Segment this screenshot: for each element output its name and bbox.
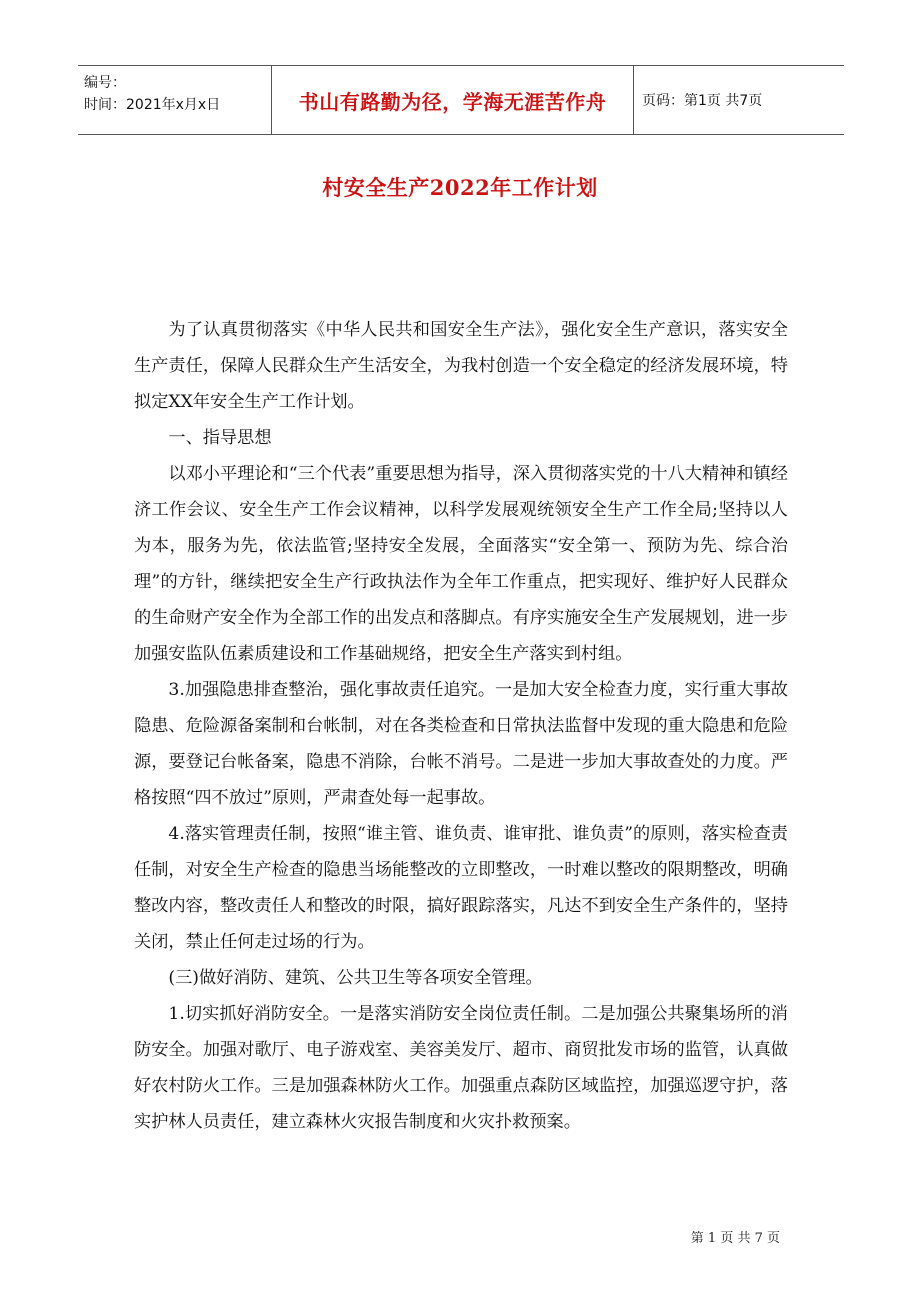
paragraph-section-heading: 一、指导思想 [168, 428, 272, 448]
paragraph-fire-safety: 1.切实抓好消防安全。一是落实消防安全岗位责任制。二是加强公共聚集场所的消防安全。加强对歌厅、电子游戏室、美容美发厅、超市、商贸批发市场的监管，认真做好农村防火工作。三是加强森林防火工作。加强重点森防区域监控，加强巡逻守护，落实护林人员责任，建立森林火灾报告制度和火灾扑救预案。 [134, 1004, 788, 1132]
header-time-label: 时间：2021年x月x日 [84, 97, 221, 113]
paragraph-item-4: 4.落实管理责任制，按照“谁主管、谁负责、谁审批、谁负责”的原则，落实检查责任制，对安全生产检查的隐患当场能整改的立即整改，一时难以整改的限期整改，明确整改内容，整改责任人和整改的时限，搞好跟踪落实，凡达不到安全生产条件的，坚持关闭，禁止任何走过场的行为。 [134, 824, 788, 952]
document-header [78, 65, 844, 135]
header-number-label: 编号： [84, 75, 126, 91]
document-body [134, 312, 788, 1140]
header-motto-text: 书山有路勤为径，学海无涯苦作舟 [298, 89, 607, 114]
document-title: 村安全生产2022年工作计划 [322, 175, 598, 200]
paragraph-guiding-thought: 以邓小平理论和“三个代表”重要思想为指导，深入贯彻落实党的十八大精神和镇经济工作会议、安全生产工作会议精神，以科学发展观统领安全生产工作全局;坚持以人为本，服务为先，依法监管;坚持安全发展，全面落实“安全第一、预防为先、综合治理”的方针，继续把安全生产行政执法作为全年工作重点，把实现好、维护好人民群众的生命财产安全作为全部工作的出发点和落脚点。有序实施安全生产发展规划，进一步加强安监队伍素质建设和工作基础规络，把安全生产落实到村组。 [134, 464, 788, 664]
header-page-info [634, 66, 844, 134]
paragraph-subsection-3: (三)做好消防、建筑、公共卫生等各项安全管理。 [168, 968, 543, 988]
header-page-info-text: 页码：第1页 共7页 [642, 93, 763, 109]
header-motto [272, 66, 634, 134]
paragraph-item-3: 3.加强隐患排查整治，强化事故责任追究。一是加大安全检查力度，实行重大事故隐患、危险源备案制和台帐制，对在各类检查和日常执法监督中发现的重大隐患和危险源，要登记台帐备案，隐患不消除，台帐不消号。二是进一步加大事故查处的力度。严格按照“四不放过”原则，严肃查处每一起事故。 [134, 680, 788, 808]
page-footer: 第 1 页 共 7 页 [690, 1231, 780, 1246]
paragraph-intro: 为了认真贯彻落实《中华人民共和国安全生产法》，强化安全生产意识，落实安全生产责任，保障人民群众生产生活安全，为我村创造一个安全稳定的经济发展环境，特拟定XX年安全生产工作计划。 [134, 320, 788, 412]
header-meta [78, 66, 272, 134]
